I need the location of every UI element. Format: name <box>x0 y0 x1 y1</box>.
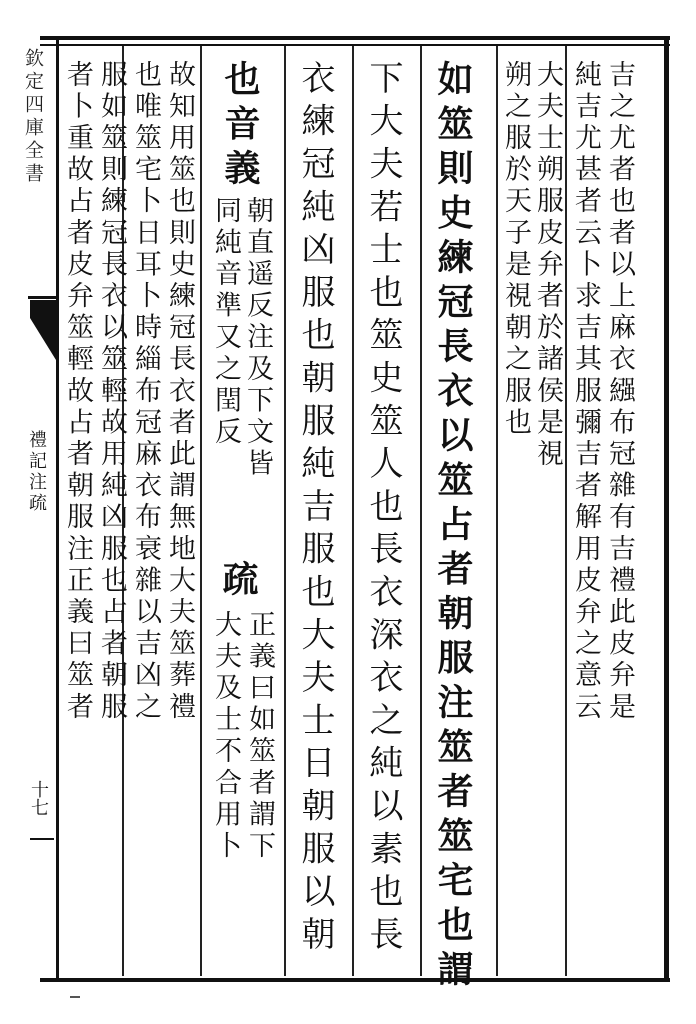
text-column-10: 故知用筮也則史練冠長衣者此謂無地大夫筮葬禮 <box>164 60 195 724</box>
text-column-8-head: 也音義 <box>219 60 261 194</box>
text-column-1: 吉之尤者也者以上麻衣繦布冠雜有吉禮此皮弁是 <box>604 60 635 724</box>
text-column-12: 服如筮則練冠長衣以筮輕故用純凶服也占者朝服 <box>96 60 127 724</box>
text-column-2: 純吉尤甚者云卜求吉其服彌吉者解用皮弁之意云 <box>570 60 601 724</box>
text-column-11: 也唯筮宅卜日耳卜時緇布冠麻衣布衰雜以吉凶之 <box>130 60 161 724</box>
text-column-8a: 朝直遥反注及下文皆 <box>242 196 273 481</box>
frame-bottom-rule <box>40 978 670 982</box>
text-column-8-shu: 疏 <box>217 560 259 605</box>
margin-page-number: 十七 <box>28 780 49 816</box>
fish-tail-rule <box>28 296 56 299</box>
text-column-8d: 大夫及士不合用卜 <box>210 610 241 863</box>
column-separator <box>284 46 286 976</box>
column-separator <box>565 46 567 976</box>
margin-book-title: 禮記注疏 <box>26 430 47 514</box>
text-column-7: 衣練冠純凶服也朝服純吉服也大夫士日朝服以朝 <box>295 60 335 959</box>
frame-top-rule <box>40 36 670 40</box>
text-column-6: 下大夫若士也筮史筮人也長衣深衣之純以素也長 <box>363 60 403 959</box>
bottom-mark <box>70 996 80 998</box>
text-column-3: 大夫士朔服皮弁者於諸侯是視 <box>532 60 563 471</box>
text-column-4: 朔之服於天子是視朝之服也 <box>500 60 531 440</box>
frame-right-rule <box>664 36 669 982</box>
column-separator <box>352 46 354 976</box>
text-column-13: 者卜重故占者皮弁筮輕故占者朝服注正義曰筮者 <box>62 60 93 724</box>
column-separator <box>420 46 422 976</box>
text-column-5: 如筮則史練冠長衣以筮占者朝服注筮者筮宅也謂 <box>432 60 474 995</box>
text-column-8c: 正義曰如筮者謂下 <box>244 610 275 863</box>
frame-top-rule-inner <box>40 44 670 46</box>
column-separator <box>496 46 498 976</box>
margin-collection-title: 欽定四庫全書 <box>22 48 44 186</box>
frame-left-rule <box>56 40 59 980</box>
margin-bottom-tick <box>30 838 54 840</box>
text-column-8b: 同純音準又之閏反 <box>210 196 241 449</box>
column-separator <box>200 46 202 976</box>
